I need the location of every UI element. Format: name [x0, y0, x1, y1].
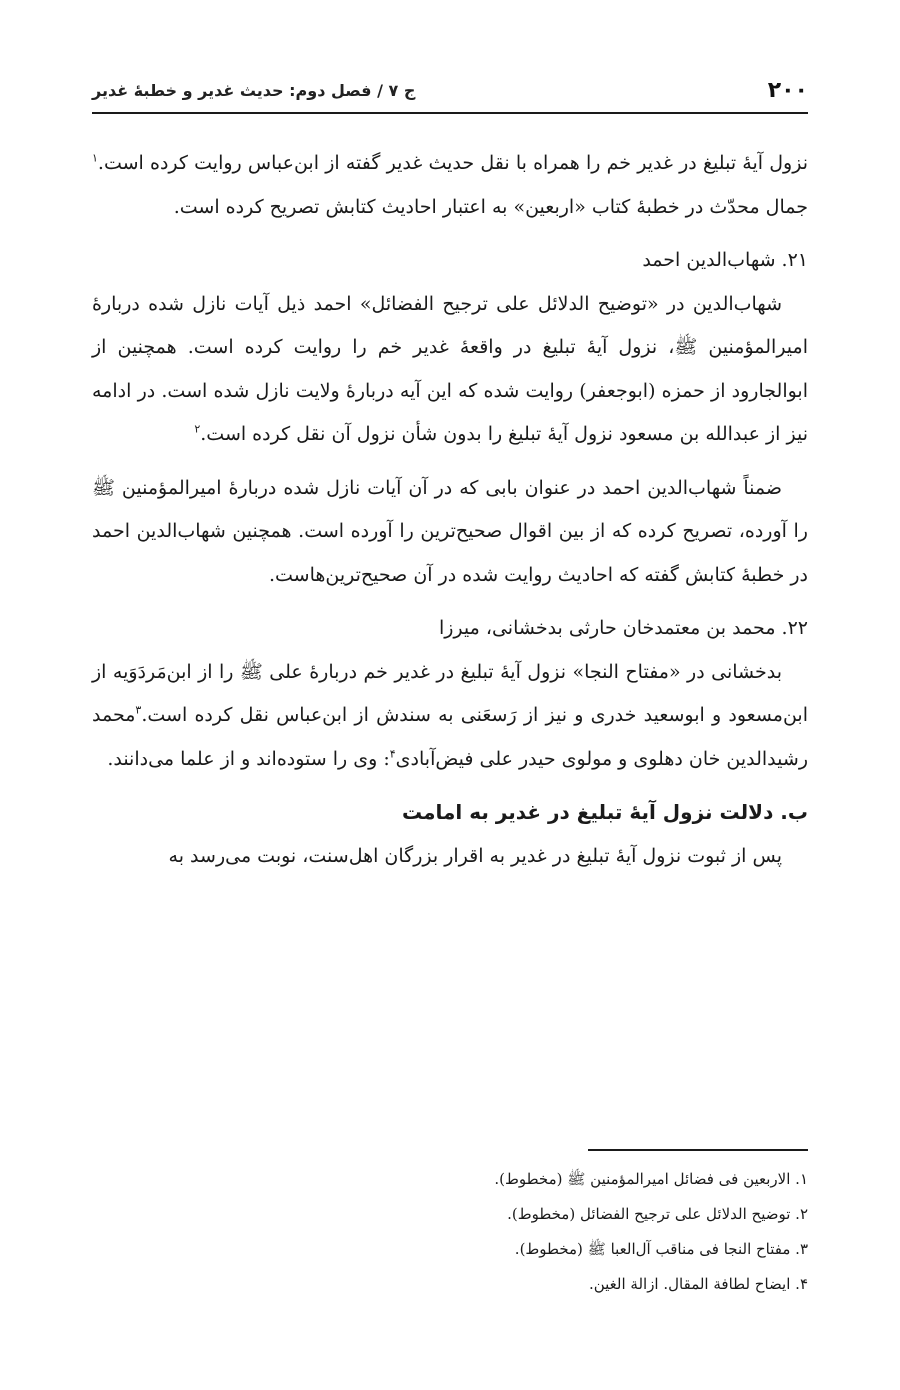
running-head: ج ۷ / فصل دوم: حدیث غدیر و خطبهٔ غدیر [92, 80, 416, 100]
footnote-3: ۳. مفتاح النجا فی مناقب آل‌العبا ﷺ (مخطوط). [514, 1240, 808, 1258]
footnote-ref-2: ۲ [194, 422, 201, 436]
section-b-heading: ب. دلالت نزول آیهٔ تبلیغ در غدیر به امامت [401, 800, 808, 824]
footnote-1: ۱. الاربعین فی فضائل امیرالمؤمنین ﷺ (مخطوط). [494, 1170, 808, 1188]
page-number: ۲۰۰ [767, 77, 808, 103]
body-text [92, 142, 808, 878]
footnote-2: ۲. توضیح الدلائل علی ترجیح الفضائل (مخطوط). [507, 1205, 808, 1223]
footnote-ref-4: ۴ [389, 747, 396, 761]
paragraph-1-part-b: جمال محدّث در خطبهٔ کتاب «اربعین» به اعتبار احادیث کتابش تصریح کرده است. [173, 195, 808, 218]
footnote-ref-1: ۱ [92, 151, 98, 165]
paragraph-4-part-a: بدخشانی در «مفتاح النجا» نزول آیهٔ تبلیغ در غدیر خم دربارهٔ علی ﷺ را از ابن‌مَردَوَیه از ابن‌مسعود و ابوسعید خدری و نیز از رَسعَنی به سندش از ابن‌عباس نقل کرده است. [92, 660, 808, 726]
paragraph-4-part-c: : وی را ستوده‌اند و از علما می‌دانند. [107, 747, 390, 770]
paragraph-1-part-a: نزول آیهٔ تبلیغ در غدیر خم را همراه با نقل حدیث غدیر گفته از ابن‌عباس روایت کرده است. [97, 152, 809, 174]
paragraph-1 [92, 142, 808, 229]
paragraph-5: پس از ثبوت نزول آیهٔ تبلیغ در غدیر به اقرار بزرگان اهل‌سنت، نوبت می‌رسد به [168, 844, 782, 867]
paragraph-3: ضمناً شهاب‌الدین احمد در عنوان بابی که در آن آیات نازل شده دربارهٔ امیرالمؤمنین ﷺ را آورده، تصریح کرده که از بین اقوال صحیح‌ترین را آورده است. همچنین شهاب‌الدین احمد در خطبهٔ کتابش گفته که احادیث روایت شده در آن صحیح‌ترین‌هاست. [92, 476, 808, 586]
footnote-divider [588, 1149, 808, 1151]
paragraph-4 [92, 651, 808, 782]
footnote-4: ۴. ایضاح لطافة المقال. ازالة الغین. [588, 1275, 808, 1293]
paragraph-2 [92, 283, 808, 457]
item-21-title: ۲۱. شهاب‌الدین احمد [642, 249, 808, 271]
paragraph-4-part-b: محمد رشیدالدین خان دهلوی و مولوی حیدر علی فیض‌آبادی [92, 704, 808, 770]
item-22-title: ۲۲. محمد بن معتمدخان حارثی بدخشانی، میرزا [438, 617, 808, 639]
paragraph-2-text: شهاب‌الدین در «توضیح الدلائل علی ترجیح الفضائل» احمد ذیل آیات نازل شده دربارهٔ امیرالمؤمنین ﷺ، نزول آیهٔ تبلیغ در واقعهٔ غدیر خم را روایت کرده است. همچنین از ابوالجارود از حمزه (ابوجعفر) روایت شده که این آیه دربارهٔ ولایت نازل شده است. در ادامه نیز از عبدالله بن مسعود نزول آیهٔ تبلیغ را بدون شأن نزول آن نقل کرده است. [92, 292, 808, 445]
page-header [92, 68, 808, 114]
footnote-ref-3: ۳ [135, 703, 142, 717]
footnotes [92, 1162, 808, 1302]
